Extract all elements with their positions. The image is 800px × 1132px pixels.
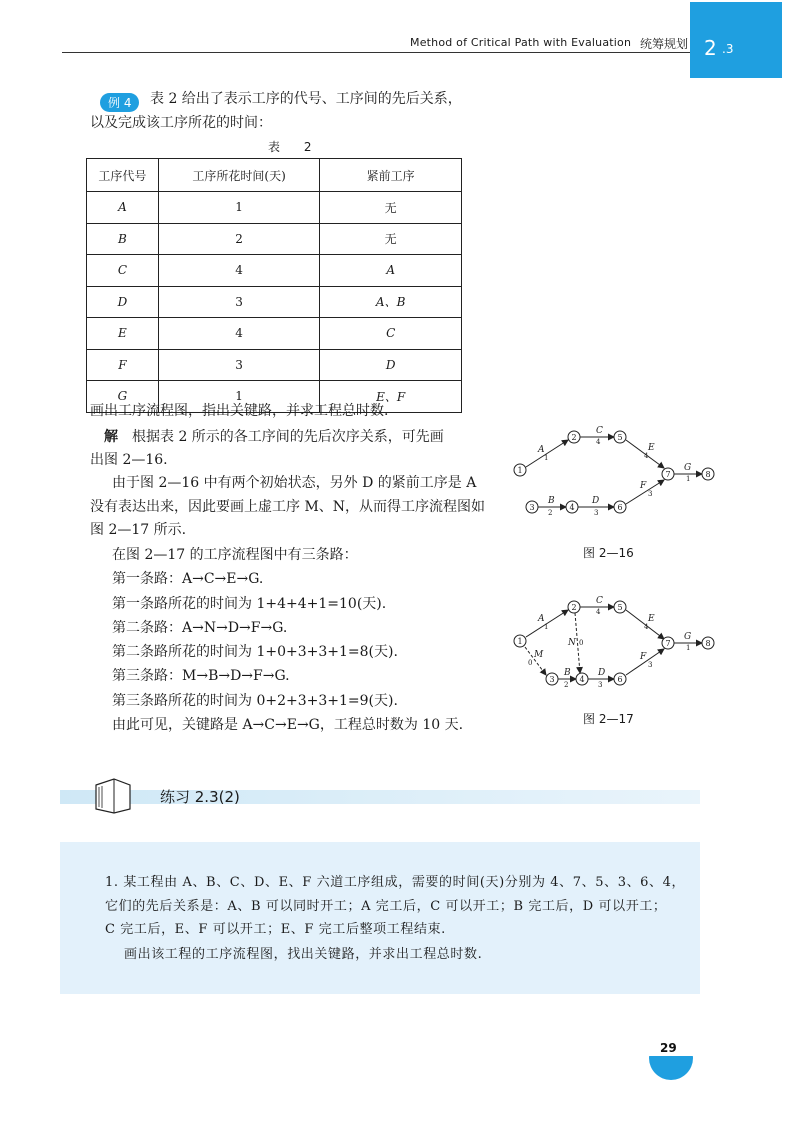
- svg-text:5: 5: [617, 603, 623, 612]
- svg-text:1: 1: [544, 454, 549, 462]
- table-row: [87, 349, 462, 381]
- solution-line: 第二条路：A→N→D→F→G.: [112, 620, 288, 636]
- task-predecessor: C: [320, 318, 462, 350]
- svg-text:7: 7: [665, 639, 671, 648]
- solution-line: 由于图 2—16 中有两个初始状态，另外 D 的紧前工序是 A: [112, 475, 477, 491]
- figure-caption: 图 2—16: [583, 546, 634, 560]
- table-header-cell: 紧前工序: [320, 159, 462, 192]
- solution-label: 解: [104, 429, 118, 445]
- svg-text:8: 8: [705, 470, 711, 479]
- svg-text:3: 3: [598, 681, 603, 689]
- example-tag: 例 4: [100, 93, 139, 112]
- svg-text:B: B: [548, 496, 555, 506]
- exercise-question-line: 它们的先后关系是：A、B 可以同时开工；A 完工后，C 可以开工；B 完工后，D 可以开工；: [105, 899, 667, 914]
- svg-text:D: D: [598, 668, 606, 678]
- table-header-cell: 工序代号: [87, 159, 159, 192]
- header-title-en: Method of Critical Path with Evaluation: [410, 36, 632, 49]
- solution-line: 第三条路所花的时间为 0+2+3+3+1=9(天).: [112, 693, 398, 709]
- svg-text:2: 2: [564, 681, 569, 689]
- book-icon: [90, 775, 136, 815]
- solution-line: 第二条路所花的时间为 1+0+3+3+1=8(天).: [112, 644, 398, 660]
- task-code: C: [87, 255, 159, 287]
- svg-text:2: 2: [571, 603, 577, 612]
- svg-text:0: 0: [528, 659, 533, 667]
- figure-caption: 图 2—17: [583, 712, 634, 726]
- svg-text:B: B: [564, 668, 571, 678]
- solution-line: 由此可见，关键路是 A→C→E→G，工程总时数为 10 天.: [112, 717, 464, 733]
- table-row: [87, 223, 462, 255]
- svg-text:4: 4: [579, 675, 585, 684]
- svg-text:N: N: [568, 638, 576, 648]
- solution-line: 出图 2—16.: [90, 452, 168, 468]
- svg-text:E: E: [648, 614, 655, 624]
- table-row: [87, 318, 462, 350]
- task-code: E: [87, 318, 159, 350]
- task-code: B: [87, 223, 159, 255]
- svg-text:C: C: [596, 596, 603, 606]
- svg-text:D: D: [592, 496, 600, 506]
- task-code: A: [87, 192, 159, 224]
- task-predecessor: D: [320, 349, 462, 381]
- task-time: 3: [158, 286, 320, 318]
- svg-text:3: 3: [549, 675, 555, 684]
- task-time: 3: [158, 349, 320, 381]
- exercise-question-line: 1. 某工程由 A、B、C、D、E、F 六道工序组成，需要的时间(天)分别为 4、7、5、3、6、4，: [105, 875, 686, 890]
- table-caption: 表 2: [268, 140, 322, 154]
- svg-text:G: G: [684, 632, 692, 642]
- svg-text:7: 7: [665, 470, 671, 479]
- svg-text:0: 0: [579, 639, 584, 647]
- task-time: 4: [158, 255, 320, 287]
- section-subnumber: .3: [722, 42, 734, 56]
- task-time: 4: [158, 318, 320, 350]
- svg-text:1: 1: [686, 475, 691, 483]
- task-time: 2: [158, 223, 320, 255]
- example-text-line2: 以及完成该工序所花的时间：: [90, 115, 272, 131]
- flow-diagram-2-16: [508, 422, 718, 522]
- task-code: F: [87, 349, 159, 381]
- svg-text:6: 6: [617, 675, 623, 684]
- table-row: [87, 286, 462, 318]
- svg-text:1: 1: [517, 466, 523, 475]
- task-time: 1: [158, 192, 320, 224]
- svg-text:1: 1: [517, 637, 523, 646]
- svg-text:8: 8: [705, 639, 711, 648]
- exercise-question-line: 画出该工程的工序流程图，找出关键路，并求出工程总时数.: [124, 947, 483, 962]
- task-predecessor: E、F: [320, 381, 462, 413]
- task-predecessor: A、B: [320, 286, 462, 318]
- solution-line: 第三条路：M→B→D→F→G.: [112, 668, 290, 684]
- svg-text:5: 5: [617, 433, 623, 442]
- solution-line: 在图 2—17 的工序流程图中有三条路：: [112, 547, 358, 563]
- svg-text:4: 4: [644, 623, 649, 631]
- header-title-cn: 统筹规划: [640, 37, 689, 51]
- table-header-cell: 工序所花时间(天): [158, 159, 320, 192]
- task-predecessor: 无: [320, 223, 462, 255]
- svg-text:4: 4: [596, 608, 601, 616]
- svg-text:6: 6: [617, 503, 623, 512]
- solution-line: 第一条路：A→C→E→G.: [112, 571, 264, 587]
- table-header-row: [87, 159, 462, 192]
- svg-text:4: 4: [569, 503, 575, 512]
- svg-text:A: A: [538, 614, 545, 624]
- task-table: [86, 158, 462, 413]
- svg-text:F: F: [640, 481, 647, 491]
- svg-text:G: G: [684, 463, 692, 473]
- table-row: [87, 255, 462, 287]
- exercise-band: [60, 790, 700, 804]
- svg-text:1: 1: [686, 644, 691, 652]
- exercise-panel: [60, 842, 700, 994]
- svg-text:F: F: [640, 652, 647, 662]
- svg-text:A: A: [538, 445, 545, 455]
- task-time: 1: [158, 381, 320, 413]
- svg-text:3: 3: [594, 509, 599, 517]
- svg-text:1: 1: [544, 623, 549, 631]
- table-row: [87, 192, 462, 224]
- svg-text:E: E: [648, 443, 655, 453]
- solution-line: 图 2—17 所示.: [90, 522, 187, 538]
- header-rule: [62, 52, 702, 53]
- flow-diagram-2-17: [508, 595, 718, 695]
- page-number: 29: [660, 1041, 677, 1055]
- svg-text:M: M: [534, 650, 544, 660]
- svg-text:4: 4: [644, 452, 649, 460]
- exercise-question-line: C 完工后，E、F 可以开工；E、F 完工后整项工程结束.: [105, 922, 446, 937]
- svg-text:4: 4: [596, 438, 601, 446]
- svg-text:3: 3: [529, 503, 535, 512]
- section-number: 2: [704, 36, 717, 60]
- example-text-line1: 表 2 给出了表示工序的代号、工序间的先后关系，: [150, 91, 462, 107]
- svg-text:2: 2: [548, 509, 553, 517]
- svg-text:2: 2: [571, 433, 577, 442]
- svg-text:3: 3: [648, 490, 653, 498]
- solution-line: 第一条路所花的时间为 1+4+4+1=10(天).: [112, 596, 387, 612]
- task-predecessor: A: [320, 255, 462, 287]
- task-code: D: [87, 286, 159, 318]
- solution-line: 没有表达出来，因此要画上虚工序 M、N，从而得工序流程图如: [90, 499, 486, 515]
- svg-text:3: 3: [648, 661, 653, 669]
- svg-text:C: C: [596, 426, 603, 436]
- task-predecessor: 无: [320, 192, 462, 224]
- solution-text: 根据表 2 所示的各工序间的先后次序关系，可先画: [132, 429, 444, 445]
- task-statement: 画出工序流程图，指出关键路，并求工程总时数.: [90, 403, 389, 419]
- exercise-title: 练习 2.3(2): [160, 788, 240, 806]
- solution-line: [90, 426, 444, 448]
- task-code: G: [87, 381, 159, 413]
